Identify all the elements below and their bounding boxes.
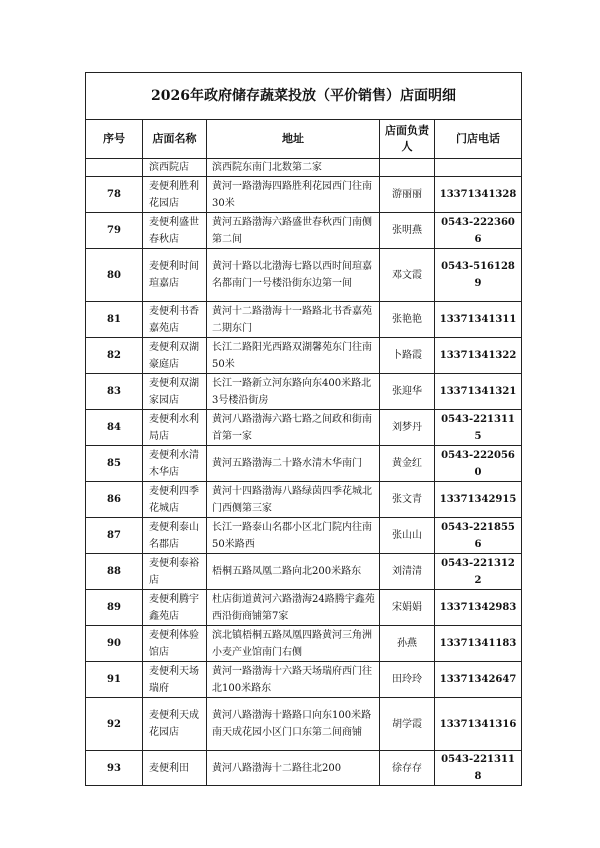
store-manager: 邓文霞 [380,249,435,302]
store-address: 黄河一路渤海四路胜利花园西门往南30米 [207,177,380,213]
store-manager: 卜路霞 [380,338,435,374]
row-number: 89 [86,590,143,626]
store-name: 麦便利双湖豪庭店 [143,338,207,374]
header-phone: 门店电话 [435,120,522,159]
store-phone: 0543-5161289 [435,249,522,302]
row-number: 91 [86,662,143,698]
store-manager: 刘清清 [380,554,435,590]
row-number: 93 [86,751,143,786]
store-address: 长江二路阳光西路双湖馨苑东门往南50米 [207,338,380,374]
store-phone: 0543-2213118 [435,751,522,786]
table-row [86,518,522,554]
store-manager: 张明燕 [380,213,435,249]
store-address: 黄河一路渤海十六路天场瑞府西门往北100米路东 [207,662,380,698]
store-phone: 0543-2213115 [435,410,522,446]
row-number: 81 [86,302,143,338]
store-address: 滨北镇梧桐五路凤凰四路黄河三角洲小麦产业馆南门右侧 [207,626,380,662]
store-name: 麦便利水利局店 [143,410,207,446]
store-name: 麦便利腾宇鑫苑店 [143,590,207,626]
row-number: 86 [86,482,143,518]
table-row [86,698,522,751]
store-manager: 张艳艳 [380,302,435,338]
table-row [86,662,522,698]
store-phone: 13371341311 [435,302,522,338]
row-number: 79 [86,213,143,249]
header-no: 序号 [86,120,143,159]
store-list-sheet [85,72,521,786]
store-phone: 13371342983 [435,590,522,626]
store-manager: 孙燕 [380,626,435,662]
store-address: 黄河十二路渤海十一路路北书香嘉苑二期东门 [207,302,380,338]
table-row [86,177,522,213]
table-row [86,626,522,662]
store-address: 长江一路新立河东路向东400米路北3号楼沿街房 [207,374,380,410]
table-row [86,410,522,446]
store-manager: 黄金红 [380,446,435,482]
table-row [86,302,522,338]
store-name: 麦便利天场瑞府 [143,662,207,698]
store-name: 麦便利胜利花园店 [143,177,207,213]
store-name: 麦便利水清木华店 [143,446,207,482]
store-address: 黄河十四路渤海八路绿茵四季花城北门西侧第三家 [207,482,380,518]
store-address: 黄河五路渤海六路盛世春秋西门南侧第二间 [207,213,380,249]
store-phone: 13371342647 [435,662,522,698]
table-title: 2026年政府储存蔬菜投放（平价销售）店面明细 [86,73,522,120]
table-row [86,338,522,374]
store-manager: 宋娟娟 [380,590,435,626]
store-manager: 胡学霞 [380,698,435,751]
store-address: 黄河十路以北渤海七路以西时间瑄嘉名都南门一号楼沿街东边第一间 [207,249,380,302]
store-address: 黄河八路渤海十二路往北200 [207,751,380,786]
store-manager: 张迎华 [380,374,435,410]
row-number: 78 [86,177,143,213]
row-number: 83 [86,374,143,410]
store-phone: 0543-2218556 [435,518,522,554]
row-number: 88 [86,554,143,590]
store-name: 麦便利天成花园店 [143,698,207,751]
header-address: 地址 [207,120,380,159]
table-row [86,751,522,786]
row-number: 87 [86,518,143,554]
row-number: 82 [86,338,143,374]
row-number [86,159,143,177]
store-name: 麦便利田 [143,751,207,786]
store-address: 黄河五路渤海二十路水清木华南门 [207,446,380,482]
store-manager: 徐存存 [380,751,435,786]
store-phone: 0543-2223606 [435,213,522,249]
row-number: 92 [86,698,143,751]
store-table [85,72,522,786]
store-manager: 刘梦丹 [380,410,435,446]
store-name: 麦便利泰裕店 [143,554,207,590]
row-number: 84 [86,410,143,446]
store-address: 杜店街道黄河六路渤海24路腾宇鑫苑西沿街商铺第7家 [207,590,380,626]
store-name: 麦便利时间瑄嘉店 [143,249,207,302]
store-name: 麦便利双湖家园店 [143,374,207,410]
store-manager: 田玲玲 [380,662,435,698]
store-manager: 张山山 [380,518,435,554]
table-body [86,159,522,786]
header-row [86,120,522,159]
store-phone [435,159,522,177]
store-phone: 13371341322 [435,338,522,374]
store-phone: 13371341321 [435,374,522,410]
row-number: 90 [86,626,143,662]
store-phone: 13371341183 [435,626,522,662]
store-name: 滨西院店 [143,159,207,177]
table-row [86,374,522,410]
table-row [86,213,522,249]
store-address: 梧桐五路凤凰二路向北200米路东 [207,554,380,590]
store-manager [380,159,435,177]
store-name: 麦便利书香嘉苑店 [143,302,207,338]
table-row [86,446,522,482]
store-address: 黄河八路渤海六路七路之间政和街南首第一家 [207,410,380,446]
table-row [86,482,522,518]
table-row [86,159,522,177]
table-row [86,249,522,302]
store-address: 黄河八路渤海十路路口向东100米路南天成花园小区门口东第二间商铺 [207,698,380,751]
store-phone: 13371342915 [435,482,522,518]
store-phone: 0543-2220560 [435,446,522,482]
store-manager: 张文青 [380,482,435,518]
store-phone: 13371341316 [435,698,522,751]
table-row [86,554,522,590]
store-address: 长江一路泰山名郡小区北门院内往南50米路西 [207,518,380,554]
store-name: 麦便利体验馆店 [143,626,207,662]
table-row [86,590,522,626]
header-person: 店面负责人 [380,120,435,159]
store-phone: 0543-2213122 [435,554,522,590]
store-address: 滨西院东南门北数第二家 [207,159,380,177]
store-name: 麦便利泰山名郡店 [143,518,207,554]
row-number: 80 [86,249,143,302]
row-number: 85 [86,446,143,482]
store-manager: 游丽丽 [380,177,435,213]
store-name: 麦便利四季花城店 [143,482,207,518]
header-name: 店面名称 [143,120,207,159]
store-name: 麦便利盛世春秋店 [143,213,207,249]
store-phone: 13371341328 [435,177,522,213]
